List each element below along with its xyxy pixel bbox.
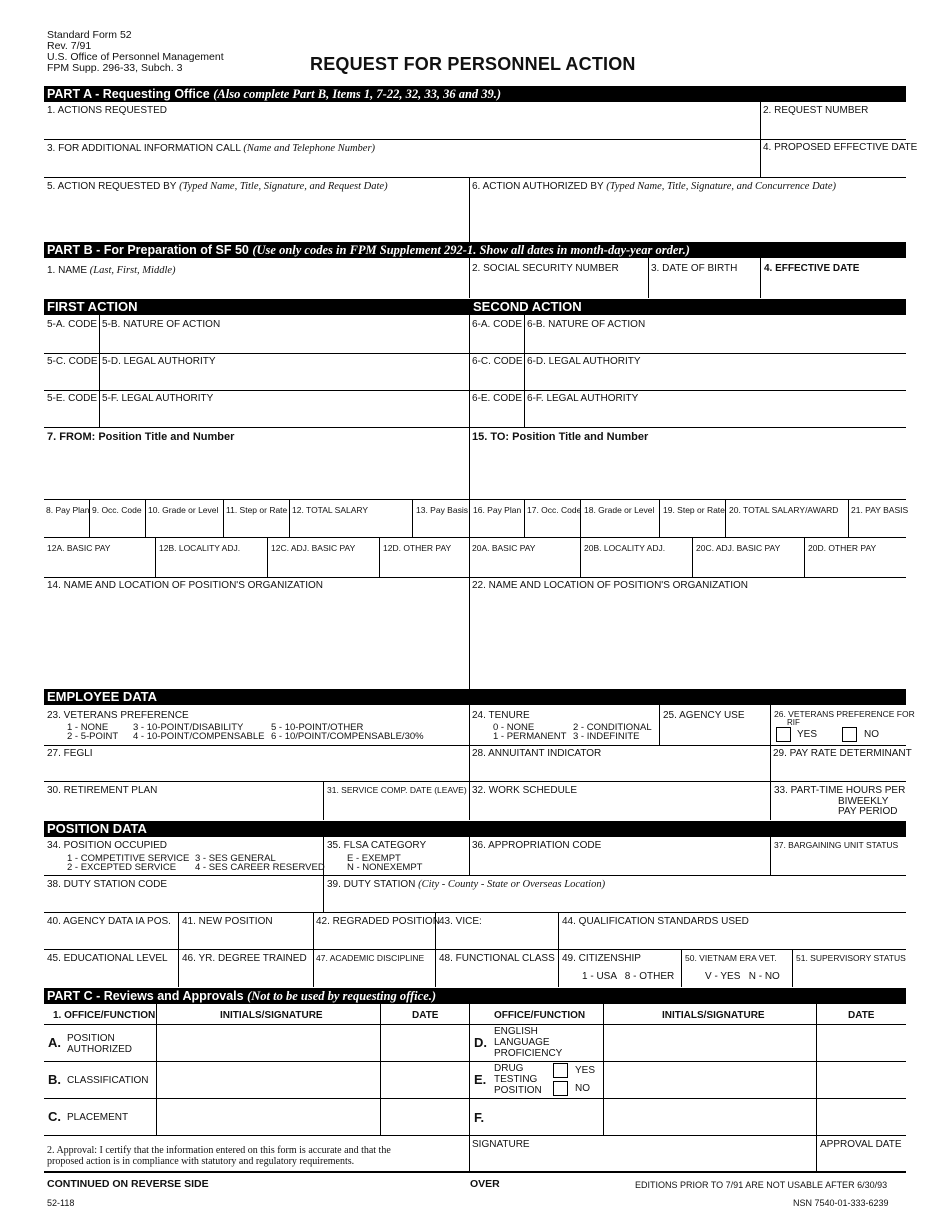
label-hint: (Name and Telephone Number) <box>243 143 376 154</box>
form-id-line: FPM Supp. 296-33, Subch. 3 <box>47 62 183 74</box>
pay-basis-21-field[interactable]: 21. PAY BASIS <box>851 505 909 515</box>
first-action-header: FIRST ACTION <box>44 299 469 315</box>
service-comp-date-field[interactable]: 31. SERVICE COMP. DATE (LEAVE) <box>327 785 467 795</box>
page-title: REQUEST FOR PERSONNEL ACTION <box>310 54 636 74</box>
part-c-title: PART C - Reviews and Approvals <box>47 989 244 1003</box>
tenure-option: 1 - PERMANENT <box>493 731 567 742</box>
tenure-option: 0 - NONE <box>493 722 535 733</box>
divider <box>44 745 906 746</box>
employee-data-header: EMPLOYEE DATA <box>44 689 906 705</box>
position-authorized-label: POSITION <box>67 1033 115 1044</box>
divider <box>648 258 649 298</box>
label-hint: (Last, First, Middle) <box>89 265 176 276</box>
divider <box>379 537 380 577</box>
divider <box>412 499 413 537</box>
divider <box>44 912 906 913</box>
english-proficiency-label: PROFICIENCY <box>494 1048 563 1059</box>
part-a-header <box>44 86 906 102</box>
label-text: 3. FOR ADDITIONAL INFORMATION CALL <box>47 143 241 154</box>
divider <box>760 258 761 298</box>
drug-testing-signature-field[interactable] <box>604 1062 816 1098</box>
label-hint: (City - County - State or Overseas Location) <box>418 879 606 890</box>
academic-discipline-field[interactable]: 47. ACADEMIC DISCIPLINE <box>316 953 425 963</box>
code-6c-field[interactable]: 6-C. CODE <box>472 356 523 367</box>
part-a-title: PART A - Requesting Office <box>47 87 210 101</box>
vietnam-era-vet-field[interactable]: 50. VIETNAM ERA VET. <box>685 953 777 963</box>
divider <box>44 1135 906 1136</box>
flsa-option: N - NONEXEMPT <box>347 862 423 873</box>
row-letter-a: A. <box>48 1035 61 1050</box>
divider <box>44 949 906 950</box>
locality-adj-20b-field[interactable]: 20B. LOCALITY ADJ. <box>584 543 666 553</box>
divider <box>792 949 793 987</box>
legal-authority-5f-field[interactable]: 5-F. LEGAL AUTHORITY <box>102 393 214 404</box>
step-rate-11-field[interactable]: 11. Step or Rate <box>226 505 288 515</box>
occ-code-9-field[interactable]: 9. Occ. Code <box>92 505 142 515</box>
legal-authority-6d-field[interactable]: 6-D. LEGAL AUTHORITY <box>527 356 641 367</box>
col-date: DATE <box>412 1010 439 1021</box>
code-6a-field[interactable]: 6-A. CODE <box>472 319 523 330</box>
divider <box>145 499 146 537</box>
divider <box>469 177 470 242</box>
divider <box>804 537 805 577</box>
code-6e-field[interactable]: 6-E. CODE <box>472 393 523 404</box>
position-occupied-option: 1 - COMPETITIVE SERVICE <box>67 853 190 864</box>
row-letter-e: E. <box>474 1072 487 1087</box>
agency-use-field[interactable]: 25. AGENCY USE <box>663 710 745 721</box>
classification-label: CLASSIFICATION <box>67 1075 149 1086</box>
rif-yes-label: YES <box>797 729 818 740</box>
divider <box>99 315 100 427</box>
divider <box>289 499 290 537</box>
nature-of-action-5b-field[interactable]: 5-B. NATURE OF ACTION <box>102 319 221 330</box>
divider <box>558 912 559 987</box>
divider <box>725 499 726 537</box>
divider <box>267 537 268 577</box>
educational-level-field[interactable]: 45. EDUCATIONAL LEVEL <box>47 953 168 964</box>
vet-pref-option: 1 - NONE <box>67 722 109 733</box>
divider <box>44 353 906 354</box>
vietnam-era-vet-options: V - YES N - NO <box>705 971 780 982</box>
part-c-header <box>44 988 906 1004</box>
divider <box>44 499 906 500</box>
retirement-plan-field[interactable]: 30. RETIREMENT PLAN <box>47 785 158 796</box>
col-office-function: OFFICE/FUNCTION <box>494 1010 586 1021</box>
part-time-hours-label: BIWEEKLY <box>838 796 889 807</box>
basic-pay-12a-field[interactable]: 12A. BASIC PAY <box>47 543 111 553</box>
row-letter-c: C. <box>48 1109 61 1124</box>
form-id-line: U.S. Office of Personnel Management <box>47 51 224 63</box>
date-of-birth-field[interactable]: 3. DATE OF BIRTH <box>651 263 738 274</box>
step-rate-19-field[interactable]: 19. Step or Rate <box>663 505 725 515</box>
english-proficiency-signature-field[interactable] <box>604 1025 816 1061</box>
vet-pref-rif-label: 26. VETERANS PREFERENCE FOR <box>774 709 915 719</box>
divider <box>44 537 906 538</box>
divider <box>681 949 682 987</box>
occ-code-17-field[interactable]: 17. Occ. Code <box>527 505 582 515</box>
approval-date-field[interactable]: APPROVAL DATE <box>820 1139 902 1150</box>
drug-testing-label: DRUG <box>494 1063 524 1074</box>
vet-pref-option: 5 - 10-POINT/OTHER <box>271 722 364 733</box>
part-time-hours-field[interactable]: 33. PART-TIME HOURS PER <box>774 785 906 796</box>
functional-class-field[interactable]: 48. FUNCTIONAL CLASS <box>439 953 555 964</box>
part-c-instructions: (Not to be used by requesting office.) <box>247 989 437 1003</box>
approval-signature-field[interactable]: SIGNATURE <box>472 1139 530 1150</box>
divider <box>524 315 525 427</box>
classification-signature-field[interactable] <box>157 1062 380 1098</box>
other-pay-12d-field[interactable]: 12D. OTHER PAY <box>383 543 452 553</box>
other-pay-20d-field[interactable]: 20D. OTHER PAY <box>808 543 877 553</box>
vet-pref-option: 2 - 5-POINT <box>67 731 119 742</box>
drug-testing-yes-checkbox[interactable] <box>553 1063 568 1078</box>
nsn-number: NSN 7540-01-333-6239 <box>793 1198 889 1208</box>
annuitant-indicator-field[interactable]: 28. ANNUITANT INDICATOR <box>472 748 602 759</box>
over-note: OVER <box>470 1178 500 1190</box>
to-position-title-field[interactable]: 15. TO: Position Title and Number <box>472 431 649 443</box>
from-organization-field[interactable]: 14. NAME AND LOCATION OF POSITION'S ORGANIZATION <box>47 580 324 591</box>
form-id-line: Rev. 7/91 <box>47 40 92 52</box>
col-date: DATE <box>848 1010 875 1021</box>
employee-name-field[interactable] <box>47 265 176 276</box>
tenure-field[interactable]: 24. TENURE <box>472 710 530 721</box>
effective-date-field[interactable]: 4. EFFECTIVE DATE <box>764 263 860 274</box>
legal-authority-5d-field[interactable]: 5-D. LEGAL AUTHORITY <box>102 356 216 367</box>
fegli-field[interactable]: 27. FEGLI <box>47 748 93 759</box>
divider <box>659 499 660 537</box>
citizenship-options: 1 - USA 8 - OTHER <box>582 971 675 982</box>
label-hint: (Typed Name, Title, Signature, and Concurrence Date) <box>606 181 836 192</box>
proposed-effective-date-field[interactable]: 4. PROPOSED EFFECTIVE DATE <box>763 142 918 153</box>
position-authorized-label: AUTHORIZED <box>67 1044 132 1055</box>
to-organization-field[interactable]: 22. NAME AND LOCATION OF POSITION'S ORGANIZATION <box>472 580 749 591</box>
placement-signature-field[interactable] <box>157 1099 380 1135</box>
row-letter-b: B. <box>48 1072 61 1087</box>
position-occupied-option: 3 - SES GENERAL <box>195 853 276 864</box>
divider <box>770 837 771 875</box>
vet-pref-rif-label: RIF <box>787 718 800 727</box>
action-requested-by-field[interactable] <box>47 181 388 192</box>
placement-date-field[interactable] <box>381 1099 469 1135</box>
work-schedule-field[interactable]: 32. WORK SCHEDULE <box>472 785 578 796</box>
grade-level-18-field[interactable]: 18. Grade or Level <box>584 505 655 515</box>
row-f-date-field[interactable] <box>817 1099 906 1135</box>
divider <box>848 499 849 537</box>
vice-field[interactable]: 43. VICE: <box>439 916 482 927</box>
divider <box>44 781 906 782</box>
vet-pref-option: 4 - 10-POINT/COMPENSABLE <box>133 731 265 742</box>
divider <box>155 537 156 577</box>
ssn-field[interactable]: 2. SOCIAL SECURITY NUMBER <box>472 263 619 274</box>
placement-label: PLACEMENT <box>67 1112 129 1123</box>
classification-date-field[interactable] <box>381 1062 469 1098</box>
divider <box>770 705 771 820</box>
locality-adj-12b-field[interactable]: 12B. LOCALITY ADJ. <box>159 543 241 553</box>
appropriation-code-field[interactable]: 36. APPROPRIATION CODE <box>472 840 602 851</box>
qualification-standards-field[interactable]: 44. QUALIFICATION STANDARDS USED <box>562 916 749 927</box>
position-occupied-option: 4 - SES CAREER RESERVED <box>195 862 325 873</box>
divider <box>44 390 906 391</box>
divider <box>692 537 693 577</box>
code-5c-field[interactable]: 5-C. CODE <box>47 356 98 367</box>
approval-statement: proposed action is in compliance with statutory and regulatory requirements. <box>47 1156 355 1167</box>
drug-testing-yes-label: YES <box>575 1065 596 1076</box>
tenure-option: 2 - CONDITIONAL <box>573 722 652 733</box>
divider <box>469 837 470 875</box>
form-identifier <box>47 30 224 74</box>
agency-data-field[interactable]: 40. AGENCY DATA IA POS. <box>47 916 171 927</box>
bargaining-unit-status-field[interactable]: 37. BARGAINING UNIT STATUS <box>774 840 899 850</box>
total-salary-12-field[interactable]: 12. TOTAL SALARY <box>292 505 369 515</box>
divider <box>469 258 470 298</box>
col-initials-signature: INITIALS/SIGNATURE <box>662 1010 765 1021</box>
nature-of-action-6b-field[interactable]: 6-B. NATURE OF ACTION <box>527 319 646 330</box>
drug-testing-date-field[interactable] <box>817 1062 906 1098</box>
label-text: 1. NAME <box>47 265 88 276</box>
divider <box>659 705 660 745</box>
approval-statement: 2. Approval: I certify that the information entered on this form is accurate and that the <box>47 1145 391 1156</box>
row-letter-d: D. <box>474 1035 487 1050</box>
divider <box>44 1171 906 1173</box>
yr-degree-trained-field[interactable]: 46. YR. DEGREE TRAINED <box>182 953 307 964</box>
col-initials-signature: INITIALS/SIGNATURE <box>220 1010 323 1021</box>
regraded-position-field[interactable]: 42. REGRADED POSITION <box>316 916 440 927</box>
divider <box>44 427 906 428</box>
part-a-instructions: (Also complete Part B, Items 1, 7-22, 32, 33, 36 and 39.) <box>213 87 502 101</box>
additional-info-field[interactable] <box>47 143 375 154</box>
basic-pay-20a-field[interactable]: 20A. BASIC PAY <box>472 543 536 553</box>
drug-testing-no-checkbox[interactable] <box>553 1081 568 1096</box>
part-b-header <box>44 242 906 258</box>
form-number: 52-118 <box>47 1198 75 1208</box>
vet-pref-option: 3 - 10-POINT/DISABILITY <box>133 722 244 733</box>
adj-basic-pay-12c-field[interactable]: 12C. ADJ. BASIC PAY <box>271 543 356 553</box>
divider <box>313 912 314 987</box>
total-salary-award-20-field[interactable]: 20. TOTAL SALARY/AWARD <box>729 505 839 515</box>
divider <box>178 912 179 987</box>
row-letter-f: F. <box>474 1110 485 1125</box>
row-f-signature-field[interactable] <box>604 1099 816 1135</box>
col-office-function: 1. OFFICE/FUNCTION <box>53 1010 156 1021</box>
part-b-title: PART B - For Preparation of SF 50 <box>47 243 249 257</box>
divider <box>44 139 906 140</box>
label-text: 5. ACTION REQUESTED BY <box>47 181 177 192</box>
position-occupied-option: 2 - EXCEPTED SERVICE <box>67 862 177 873</box>
new-position-field[interactable]: 41. NEW POSITION <box>182 916 273 927</box>
rif-yes-checkbox[interactable] <box>776 727 791 742</box>
divider <box>524 499 525 537</box>
code-5e-field[interactable]: 5-E. CODE <box>47 393 98 404</box>
label-text: 39. DUTY STATION <box>327 879 416 890</box>
position-data-header: POSITION DATA <box>44 821 906 837</box>
position-occupied-field[interactable]: 34. POSITION OCCUPIED <box>47 840 168 851</box>
label-hint: (Typed Name, Title, Signature, and Request Date) <box>179 181 388 192</box>
english-proficiency-label: ENGLISH <box>494 1026 538 1037</box>
divider <box>44 577 906 578</box>
drug-testing-label: TESTING <box>494 1074 538 1085</box>
duty-station-code-field[interactable]: 38. DUTY STATION CODE <box>47 879 168 890</box>
rif-no-checkbox[interactable] <box>842 727 857 742</box>
pay-basis-13-field[interactable]: 13. Pay Basis <box>416 505 468 515</box>
divider <box>469 1004 470 1172</box>
grade-level-10-field[interactable]: 10. Grade or Level <box>148 505 219 515</box>
veterans-preference-field[interactable]: 23. VETERANS PREFERENCE <box>47 710 189 721</box>
editions-note: EDITIONS PRIOR TO 7/91 ARE NOT USABLE AFTER 6/30/93 <box>635 1180 888 1190</box>
actions-requested-field[interactable]: 1. ACTIONS REQUESTED <box>47 105 168 116</box>
legal-authority-6f-field[interactable]: 6-F. LEGAL AUTHORITY <box>527 393 639 404</box>
supervisory-status-field[interactable]: 51. SUPERVISORY STATUS <box>796 953 906 963</box>
form-id-line: Standard Form 52 <box>47 29 132 41</box>
divider <box>44 875 906 876</box>
part-b-instructions: (Use only codes in FPM Supplement 292-1. Show all dates in month-day-year order.) <box>252 243 690 257</box>
divider <box>44 177 906 178</box>
label-text: 6. ACTION AUTHORIZED BY <box>472 181 604 192</box>
code-5a-field[interactable]: 5-A. CODE <box>47 319 98 330</box>
divider <box>469 299 470 689</box>
drug-testing-label: POSITION <box>494 1085 542 1096</box>
pay-plan-16-field[interactable]: 16. Pay Plan <box>473 505 522 515</box>
tenure-option: 3 - INDEFINITE <box>573 731 640 742</box>
divider <box>223 499 224 537</box>
second-action-header: SECOND ACTION <box>470 299 906 315</box>
adj-basic-pay-20c-field[interactable]: 20C. ADJ. BASIC PAY <box>696 543 781 553</box>
part-time-hours-label: PAY PERIOD <box>838 806 898 817</box>
position-authorized-date-field[interactable] <box>381 1025 469 1061</box>
duty-station-field[interactable] <box>327 879 605 890</box>
request-number-field[interactable]: 2. REQUEST NUMBER <box>763 105 869 116</box>
flsa-option: E - EXEMPT <box>347 853 401 864</box>
vet-pref-option: 6 - 10/POINT/COMPENSABLE/30% <box>271 731 424 742</box>
flsa-category-field[interactable]: 35. FLSA CATEGORY <box>327 840 427 851</box>
pay-rate-determinant-field[interactable]: 29. PAY RATE DETERMINANT <box>773 748 912 759</box>
divider <box>469 705 470 820</box>
divider <box>323 875 324 912</box>
drug-testing-no-label: NO <box>575 1083 590 1094</box>
from-position-title-field[interactable]: 7. FROM: Position Title and Number <box>47 431 235 443</box>
divider <box>323 781 324 820</box>
english-proficiency-date-field[interactable] <box>817 1025 906 1061</box>
pay-plan-8-field[interactable]: 8. Pay Plan <box>46 505 90 515</box>
action-authorized-by-field[interactable] <box>472 181 836 192</box>
citizenship-field[interactable]: 49. CITIZENSHIP <box>562 953 641 964</box>
continued-note: CONTINUED ON REVERSE SIDE <box>47 1178 209 1190</box>
english-proficiency-label: LANGUAGE <box>494 1037 550 1048</box>
rif-no-label: NO <box>864 729 879 740</box>
position-authorized-signature-field[interactable] <box>157 1025 380 1061</box>
divider <box>580 537 581 577</box>
